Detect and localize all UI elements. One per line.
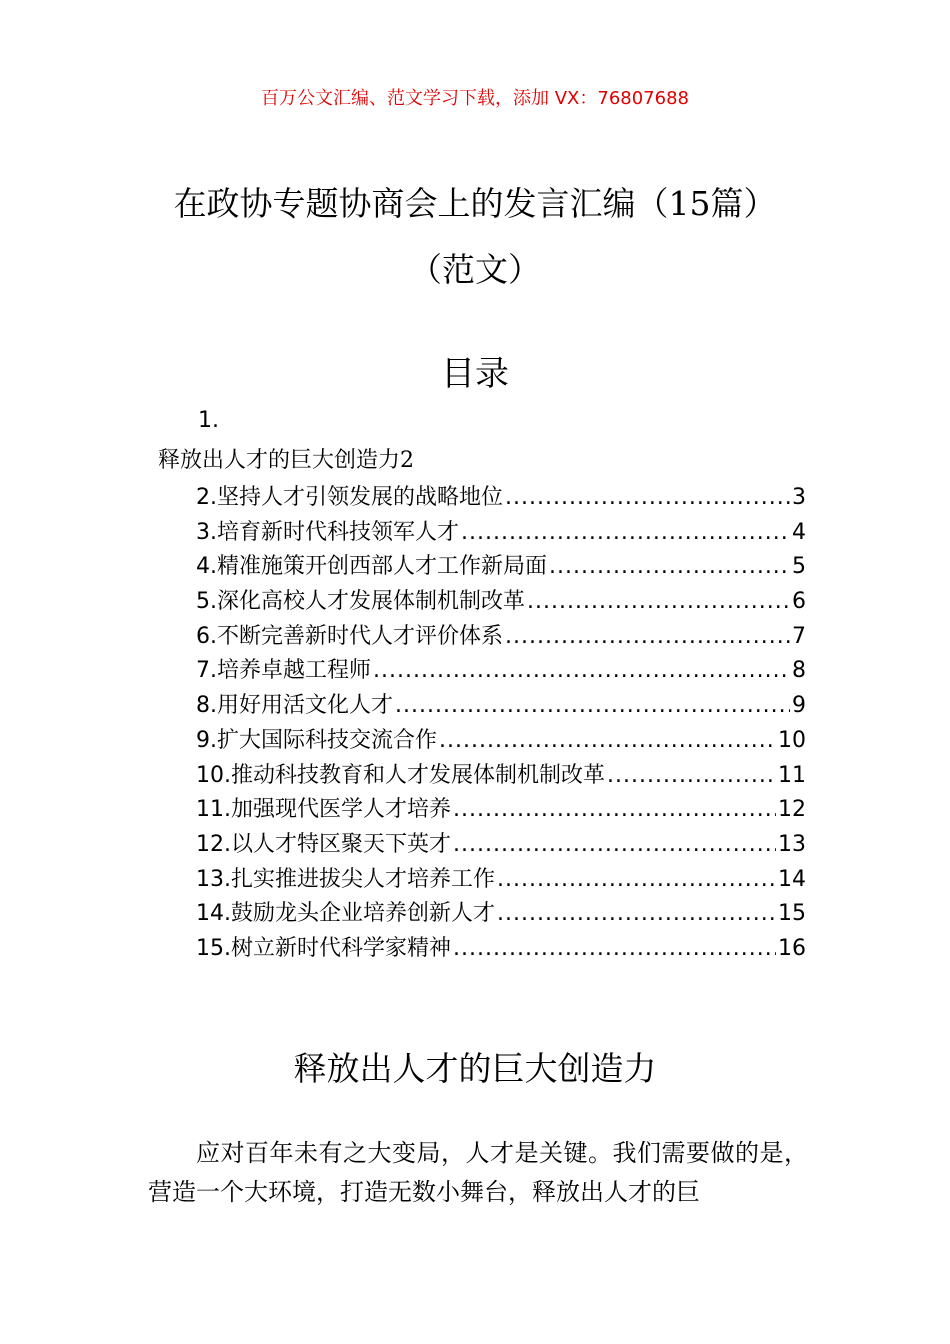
toc-entry-page: 13 xyxy=(778,831,806,857)
toc-heading: 目录 xyxy=(441,354,509,394)
toc-leader-dots xyxy=(497,897,776,931)
toc-first-label: 释放出人才的巨大创造力 xyxy=(158,448,401,473)
toc-entry[interactable] xyxy=(196,550,806,585)
toc-entry[interactable] xyxy=(196,516,806,551)
toc-entry-page: 15 xyxy=(778,901,806,927)
toc-entry[interactable] xyxy=(196,724,806,759)
toc-leader-dots xyxy=(453,793,776,827)
toc-leader-dots xyxy=(505,481,790,515)
title-suffix: 篇） xyxy=(710,184,777,223)
body-paragraph: 应对百年未有之大变局，人才是关键。我们需要做的是，营造一个大环境，打造无数小舞台，释放出人才的巨 xyxy=(148,1139,808,1206)
toc-first-page: 2 xyxy=(400,448,415,473)
toc-leader-dots xyxy=(497,863,776,897)
toc-entry-page: 11 xyxy=(778,762,806,788)
toc-entry[interactable] xyxy=(196,654,806,689)
toc-leader-dots xyxy=(453,828,776,862)
toc-entry-label: 2.坚持人才引领发展的战略地位 xyxy=(196,485,503,510)
toc-entry-page: 5 xyxy=(792,554,806,580)
toc-list xyxy=(196,481,806,967)
toc-entry[interactable] xyxy=(196,863,806,898)
toc-entry-label: 12.以人才特区聚天下英才 xyxy=(196,831,451,857)
toc-leader-dots xyxy=(549,550,790,584)
toc-entry[interactable] xyxy=(196,585,806,620)
toc-entry-page: 9 xyxy=(792,693,806,719)
toc-entry-page: 14 xyxy=(778,866,806,892)
toc-leader-dots xyxy=(607,759,776,793)
header-ad-banner: 百万公文汇编、范文学习下载，添加 VX：76807688 xyxy=(261,88,689,109)
document-title xyxy=(0,184,950,224)
section-title: 释放出人才的巨大创造力 xyxy=(293,1049,657,1088)
toc-entry-page: 7 xyxy=(792,623,806,649)
toc-entry[interactable] xyxy=(196,481,806,516)
toc-entry-label: 3.培育新时代科技领军人才 xyxy=(196,519,459,545)
toc-entry-label: 14.鼓励龙头企业培养创新人才 xyxy=(196,901,495,927)
toc-entry-label: 4.精准施策开创西部人才工作新局面 xyxy=(196,554,547,580)
toc-entry[interactable] xyxy=(196,932,806,967)
toc-first-entry[interactable] xyxy=(158,446,414,476)
toc-entry-page: 3 xyxy=(792,485,806,510)
toc-entry-page: 10 xyxy=(778,727,806,753)
toc-entry[interactable] xyxy=(196,828,806,863)
document-subtitle: （范文） xyxy=(409,250,541,289)
toc-leader-dots xyxy=(461,516,790,550)
toc-entry-page: 6 xyxy=(792,589,806,615)
toc-entry-label: 7.培养卓越工程师 xyxy=(196,658,371,684)
toc-entry-page: 16 xyxy=(778,935,806,961)
toc-leader-dots xyxy=(505,620,790,654)
toc-entry-label: 8.用好用活文化人才 xyxy=(196,693,393,719)
toc-entry[interactable] xyxy=(196,620,806,655)
toc-leader-dots xyxy=(453,932,776,966)
toc-entry[interactable] xyxy=(196,793,806,828)
toc-entry-page: 12 xyxy=(778,797,806,823)
toc-entry-label: 15.树立新时代科学家精神 xyxy=(196,935,451,961)
toc-entry-label: 9.扩大国际科技交流合作 xyxy=(196,727,437,753)
toc-entry-label: 6.不断完善新时代人才评价体系 xyxy=(196,623,503,649)
toc-entry-label: 11.加强现代医学人才培养 xyxy=(196,797,451,823)
title-count: 15 xyxy=(668,184,711,223)
toc-entry-page: 4 xyxy=(792,519,806,545)
toc-leader-dots xyxy=(527,585,790,619)
toc-first-number: 1. xyxy=(198,408,219,433)
toc-leader-dots xyxy=(373,654,790,688)
toc-entry-label: 5.深化高校人才发展体制机制改革 xyxy=(196,589,525,615)
toc-leader-dots xyxy=(439,724,776,758)
toc-entry-label: 13.扎实推进拔尖人才培养工作 xyxy=(196,866,495,892)
toc-entry-label: 10.推动科技教育和人才发展体制机制改革 xyxy=(196,762,605,788)
toc-entry[interactable] xyxy=(196,897,806,932)
title-prefix: 在政协专题协商会上的发言汇编（ xyxy=(173,184,669,223)
toc-entry-page: 8 xyxy=(792,658,806,684)
toc-entry[interactable] xyxy=(196,759,806,794)
toc-leader-dots xyxy=(395,689,790,723)
toc-entry[interactable] xyxy=(196,689,806,724)
